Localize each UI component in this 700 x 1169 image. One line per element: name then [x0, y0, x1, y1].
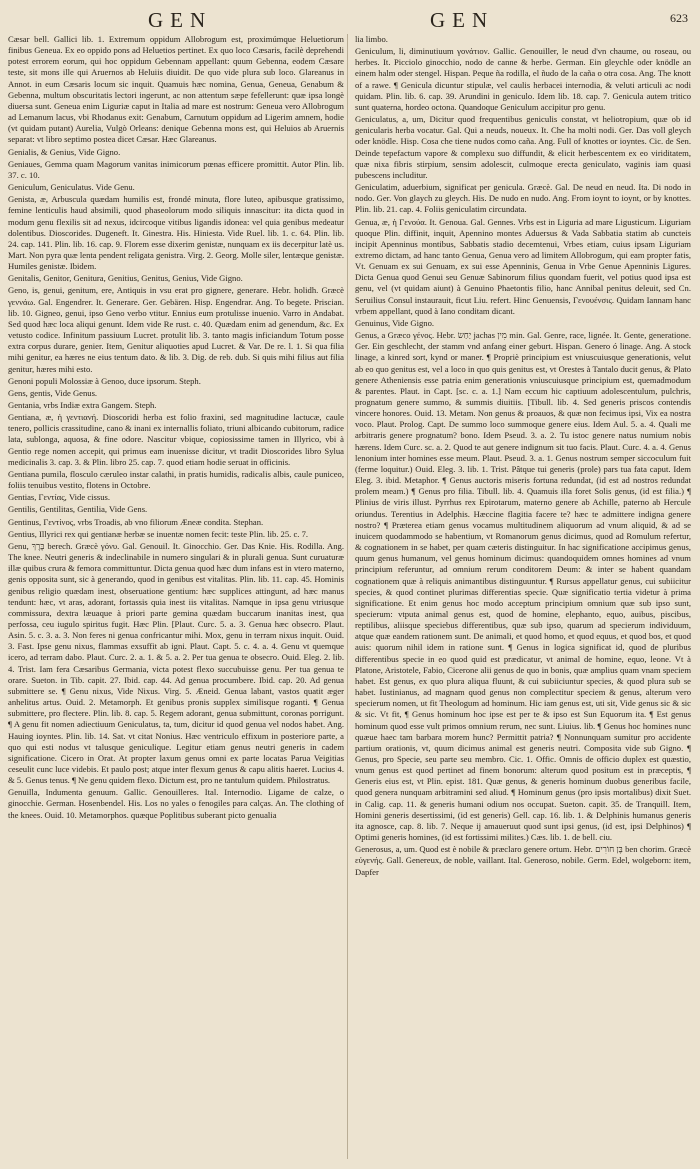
dictionary-entry: Gens, gentis, Vide Genus.	[8, 387, 98, 398]
left-column	[8, 34, 344, 821]
dictionary-entry: Geniaues, Gemma quam Magorum vanitas inimicorum pœnas efficere promittit. Autor Plin. lib. 37. c. 10.	[8, 158, 344, 180]
dictionary-entry: Genuinus, Vide Gigno.	[355, 317, 435, 328]
dictionary-entry: Geniculum, li, diminutiuum γονάτιον. Gallic. Genouiller, le neud d'vn chaume, ou roseau, ou herbes. It. Picciolo ginocchio, nodo de canne & herbe. German. Ein gleychle oder knödle an einem halm oder stengel. Hispan. Peque ña rodilla, el ñudo de la caña o otra cosa. Ang. The knott of a rawe. ¶ Genicula dicuntur stipulæ, vel caulis herbacei internodia, & veluti articuli ac nodi quidam. Plin. lib. 6. cap. 39. Arundini in geniculo. Idem lib. 18. cap. 7. Genicula autem tritico sunt quaterna, hordeo octona. Quandoque Geniculum accipitur pro genu.	[355, 46, 691, 112]
dictionary-entry: Gentinus, Γεντίνος, vrbs Troadis, ab vno filiorum Æneæ condita. Stephan.	[8, 516, 264, 527]
dictionary-entry: Geno, is, genui, genitum, ere, Antiquis in vsu erat pro gignere, generare. Hebr. holidh. Græcè γεννάω. Gal. Engendrer. It. Generare. Ger. Gebären. Hisp. Engendrar. Ang. To begete. Priscian. lib. 10. Gigneo, genui, ipso Geno verbo vtitur. Ennius eum protulisse inuenio. Varro in Andabat. Sed quod hæc loca aliqui genunt. Idem vide Re rust. c. 40. Quædam enim ad genendum, &c. Ex vetusto codice. Infinitum passiuum Lucret. protulit lib. 3. tanto magis inficiandum Totum posse extra corpus durare, genier. Item, Genitur aliquoties apud Lucret. & Var. De re. l. 1. Si qua filia mihi genitur, ea hæres ne eius tentum dato. & lib. 3. Dig. de reb. dub. Si quis mihi filius aut filia genitur, hæres mihi esto.	[8, 285, 344, 374]
header-left-word: GEN	[148, 8, 213, 32]
dictionary-entry: Genialis, & Genius, Vide Gigno.	[8, 146, 121, 157]
dictionary-entry: Genista, æ, Arbuscula quædam humilis est, frondé minuta, flore luteo, apibusque gratissimo, femine lenticulis haud absimili, quod phaseolorum modo siliquis innascitur: ita dicta quod in modum genu flexilis sit ad nexus, idcircoque vitibus ligandis idonea: vel quia genibus medeatur dolentibus. Dioscorides. Dugeneft. It. Ginestra. His. Hiniesta. Vide Ruel. lib. 1. c. 64. Plin. lib. 24. cap. 141. Plin. lib. 16. cap. 9. Florem esse dixerim genistæ, nunquam ex iis decerpitur latè us. Mart. Non pyra quæ lenta pendent religata genistra. Virg. 2. Georg. Molle siler, lentæque genistæ. Humiles genistæ. Ibidem.	[8, 194, 344, 272]
header-right-word: GEN	[430, 8, 495, 32]
dictionary-entry: Cæsar bell. Gallici lib. 1. Extremum oppidum Allobrogum est, proximúmque Heluetiorum finibus Geneua. Ex eo oppido pons ad Heluetios pertinet. Ex quo loco Cæsaris, facilè deprehendi potest errorem eorum, qui hoc oppidum Gebennam appellant: quum Gebenna, eodem Cæsare teste, sit mons ille qui Aruernos ab Heluiis diuidit. De quo vide plura sub loco. Glareanus in Annot. in eum Cæsaris locum sic inquit. Quamuis hæc nomina, Genua, Geneua, Genabum & Gebenna, multum obscuritatis lectori ingerunt, ac non attentum sæpe fefellerunt: quæ ipsa longè diuersa sunt. Geneua enim Liguriæ caput in Italia ad mare est nostrum: Geneua vero Allobrogum ad Lemanum lacus, vbi Rhodanus exit: Genabum, Carnutum oppidum ad Ligerim amnem, hodie (vt quidam putant) Aurelia, Vulgò Orleans: denique Gebenna mons est, qui Heluios ab Aruernis separat: vt libro septimo postea dicet Cæsar. Hæc Glareanus.	[8, 34, 344, 145]
dictionary-entry: Geniculatim, aduerbium, significat per genicula. Græcè. Gal. De neud en neud. Ita. Di nodo in nodo. Ger. Von glaych zu gleych. His. De nudo en nudo. Ang. From ioynt to ioynt, or by knottes. Plin. lib. 21. cap. 4. Foliis geniculatim circundata.	[355, 182, 691, 215]
dictionary-entry: lia limbo.	[355, 34, 388, 44]
page-number: 623	[670, 11, 688, 25]
dictionary-entry: Geniculatus, a, um, Dicitur quod frequentibus geniculis constat, vt heliotropium, quæ ob id genicularis herba vocatur. Gal. Qui a neuds, noueux. It. Che ha molti nodi. Ger. Das voll gleych oder knödle. Hisp. Cosa che tiene nudos como caña. Ang. Full of knottes or ioyntes. Cic. de Sen. Deinde tepefactum vapore & complexu suo diffundit, & elicit herbescentem ex eo viriditatem, quæ nixa fibris stirpium, sensim adolescit, culmoque erecta geniculato, vaginis iam quasi pubescens includitur.	[355, 114, 691, 180]
dictionary-entry: Geniculum, Geniculatus. Vide Genu.	[8, 182, 135, 193]
dictionary-entry: Genuilla, Indumenta genuum. Gallic. Genouilleres. Ital. Internodio. Ligame de calze, o ginocchie. German. Hosenbendel. His. Los no yales o fenogiles para calças. An. The clothing of the knees. Ouid. 10. Metamorphos. quæque Poplitibus suberant picto genualia	[8, 787, 344, 820]
dictionary-entry: Genua, æ, ἡ Γενούα. It. Genoua. Gal. Gennes. Vrbs est in Liguria ad mare Ligusticum. Liguriam quoque Plin. diffinit, inquit, Apennino montes Aduersus & Vada Sabbatia statim ab cuncteis incipit Apenninus montibus, Sabbatis stadio decemtenui, Vrbes etiam, cuius ipsam Liguriam extremo dictam, ad hanc tanto Genua, Genua vero ad limitem Allobrogum, qui eam propter fatis, Vt. Genuam ex sui Genuam, ex sui esse Apenninis, Genua in Vrbe Genue Apenninis Ligures. Dicta Genua quod Genui seu Genuæ Sabinorum filius quondam fuerit, vel potius quod ipsa est genu, vel (vt quidam aiunt) à Genuino Phaetontis filio, hanc Annibal penitus deleuit, sed Cn. Seruilius Consul instaurauit, ficut Liu. refert. Hinc Genuensis, Γενουένσις. Quidam Iannam hanc vrbem appellant, quod à Iano conditam dicant.	[355, 216, 691, 316]
dictionary-entry: Genus, a Græco γένος. Hebr. יַחַשׂ jachas מִין min. Gal. Genre, race, lignée. It. Gente, generatione. Ger. Ein geschlecht, der stamm vnd anfang einer geburt. Hispan. Genero ó linage. Ang. A stock linage, a kinred sort, kynd or maner. ¶ Propriè principium est vniuscuiusque generationis, velut ab eo quo genitus est, vel a loco in quo quis genitus est, vt Orestes à Tantalo ducit genus, & Plato genere Atheniensis esse patria enim generationis vniuscuiusque principium est, quemadmodum & parentes. Plaut. in Capt. [sc. c. a. 1.] Nam eccum hic captiuum adolescentulum, pulchris, prognatum genere summo, & summis diuitiis. [Tibull. lib. 4. Sed generis priscos contendis vincere honores. Ouid. 13. Metam. Non genus & proauos, & quæ non fecimus ipsi, Vix ea nostra voco. Plaut. Prolog. Capt. De summo loco summoque genere eius. Idem Aul. 5. a. 4. Quali me arbitraris genere prognatum? bono. Idem Pseud. 3. a. 2. Tu istoc genere natus numium nobis hærens. Idem Curc. sc. a. 2. Quod te aut genere indignum sit tuo facis. Plaut. Curc. 4. a. 4. Genus lenonium inter homines esse meum. Plaut. Pseud. 3. a. 1. Genus nostrum semper siccoculum fuit (ferme loquitur.) Ouid. Eleg. 3. lib. 1. Trist. Pâtque tui generis (prole) pars tua fata caput. Idem Eleg. 3. ibid. Metaphor. ¶ Genus auctoris miseris fortuna redundat, (id est ad nostros redundat prolem meam.) ¶ Genus pro filia. Tibull. lib. 4. Quamuis illa foret Solis genus, (id est filia.) ¶ Plinius de viris illust. Pyrrhus rex Epirotarum, materno genere ab Achille, paterno ab Hercule oriundus. Terentius in Adelphis. Hæccine flagitia facere te? hæc te admittere indigna genere nostro? ¶ Præterea etiam genus vocamus multitudinem aliquorum ad vnum aliquid, & ad se inuicem quodammodo se habentium, vt Romanorum genus dicimus, quod ad Romulum refertur, & cognationem in se habet, per quam cæteris distinguitur. In hac significatione accipimus genus, quum genus humanum, vel genus hominum dicimus: quandoquidem omnes homines ad vnum principium referuntur, ad omnium rerum conditorem Deum: & inter se habent quandam cognationem quæ à reliquis animantibus distinguuntur. ¶ Rursus appellatur genus, cui subiicitur species, & quod continet plurimas differentias specie. Quæ significatio tertia videtur à prima significatione. Et enim genus hoc modo acceptum principium omnium quæ sub ipso sunt, specierum: vtputa animal genus est, quod de homine, elephanto, equo, auibus, piscibus, reptilibus, aliisque speciebus differentibus, quæ sub ipso, quarum ad specierum individuum, atque quæ eandem rationem sunt. De animali, et quod homo, et quod equus, et quod bos, et quod auis: quorum nihil idem in ratione sunt. ¶ Genus in logica significat id, quod de pluribus differentibus specie in eo quod quid est prædicatur, vt animal de homine, equo, leone. Vt à Platone, Aristotele, Fabio, Cicerone alii genus de quo in bonis, quæ amplius quam vnam speciem habet. Est genus, ex quo plura aliqua fluunt, & cui subiiciuntur species, & quod plura sub se habet. Iustinianus, ad magnam quod genus non complectitur speciem & genus, alterum vero specierum nomen, ut fit Theologum ad hominum. Hic iam genus est, uti sit, Vide genus sic & sic & sic. Vt fit, ¶ Genus hominum hoc ipse est per te & ipso est Sun Equorum ita. ¶ Est genus hominum quod esse vult primos omnium rerum, nec sunt. Liuius. lib. ¶ Genus hoc homines nunc quæue haec tam barbara morem hunc? Permittit patria? ¶ Nonnunquam sumitur pro accidente partium orationis, vt, quum dicimus animal est generis neutri. Composita vide sub Gigno. ¶ Genus, pro Specie, seu parte seu membro. Cic. 1. Offic. Omnis de officio duplex est quæstio, vnum genus est quod pertinet ad finem bonorum: alterum quod positum est in præceptis, ¶ Generis eius est, vt Plin. epist. 181. Quæ genus, & generis hominum duobus generibus facile, quod genera nunquam arbitramini sed aliud. ¶ Hominum genus (pro ipsis mortalibus) dixit Suet. in Calig. cap. 11. & generis humani odium nos occupat. Sueton. capit. 35. de Tranquill. Item, Homini generis desertissimi, (id est generis) Gell. cap. 16. lib. 1. & Delphinis humanus generis ita agnosce, cap. 8. lib. 7. Neque ij amaueruut quod sunt ipsi genus, (id est, ipsi Delphinos) ¶ Optimi generis homines, (id est fortissimi milites.) Cæs. lib. 1. de bell. ciu.	[355, 330, 691, 843]
dictionary-entry: Generosus, a, um. Quod est è nobile & præclaro genere ortum. Hebr. בֶּן חוֹרִים ben chorim. Græcè εὐγενής. Gall. Genereux, de noble, vaillant. Ital. Generoso, nobile. Germ. Edel, wolgeborn: item, Dapfer	[355, 844, 691, 877]
dictionary-entry: Gentias, Γεντίας, Vide cissus.	[8, 492, 110, 503]
dictionary-entry: Gentania, vrbs Indiæ extra Gangem. Steph.	[8, 400, 157, 410]
running-header	[0, 8, 700, 34]
dictionary-entry: Gentilis, Gentilitas, Gentilia, Vide Gens.	[8, 504, 148, 515]
dictionary-entry: Genitalis, Genitor, Genitura, Genitius, Genitus, Genius, Vide Gigno.	[8, 273, 243, 284]
dictionary-entry: Genu, בֶּרֶךְ berech. Græcè γόνυ. Gal. Genouil. It. Ginocchio. Ger. Das Knie. His. Rodilla. Ang. The knee. Neutri generis & indeclinabile in numero singulari & in plurali genua. Sunt curuaturæ illæ quibus crura & femora committuntur. Dicta genua quod hæc dum infans est in vtero materno, genis opposita sunt, sic à generando, quod in genibus est vitalitas. Plin. lib. 11. cap. 45. Hominis genibus religio quædam inest, obseruatione gentium: hæc supplices attingunt, ad hæc manus tendunt: hæc, vt aras, adorant, fortassis quia inest iis vitalitas. Namque in ipsa genu vtriusque commissura, dextra læuaque à priori parte gemina quædam buccarum inanitas inest, qua perfossa, ceu iugulo spiritus fugit. Hæc Plin. [Plaut. Curc. 5. a. 3. Genua hæc obsecro. Plaut. Asin. 5. c. 3. a. 3. Non feres ni genua confricantur mihi. Mox, genu in terram nixus inquit. Ouid. 3. Fast. Ipse genu nixus, flammas exsuffit ab igni. Plaut. Capt. 5. c. 4. a. 4. Genu vt quemque icero, ad terram dabo. Plaut. Curc. 2. a. 1. & 5. a. 2. Per tua genua te obsecro. Ouid. Eleg. 2. lib. 4. Trist. Iam fera Cæsaribus Germania, victa potest flexo succubuisse genu. Per tua genua te orare. Sueton. in Tib. capit. 27. Ibid. cap. 44. Ad genua procumbere. Ibid. cap. 20. Ad genua submittere se. ¶ Genu nixus, Vide Nixus. Virg. 5. Æneid. Genua labant, vastos quatit æger anhelitus artus. Ouid. 2. Metamorph. Et genibus pronis supplex similisque roganti. ¶ Genua submittere, pro flectere. Plin. lib. 8. cap. 5. Regem adorant, genua submittunt, coronas porrigunt. ¶ A genu fit nomen adiectiuum Geniculatus, ta, tum, dicitur id quod genua vel nodos habet. Ang. Hauing ioyntes. Plin. lib. 14. Sat. vt citat Nonius. Hæc ventriculo effixum in posteriore parte, a quo qui esti nodus vt talusque geniculique. Legitur etiam genus neutri generis in cadem significatione. Cicero in Orat. At propter laxum genus omni ex parte locatas Parua Veigitias ceseulit cunc luce videbis. Et paulo post; atque inter flexum genus & capu alitis haeret. Lucius 4. & 5. Genus tenus. ¶ Ne genu quidem flexo. Dictum est, pro ne tantulum quidem. Philostratus.	[8, 540, 344, 786]
dictionary-entry: Gentiana pumila, flosculo cæruleo instar calathi, in pratis humidis, radicalis albis, caule puniceo, foliis tenuibus vestito, flotens in Octobre.	[8, 468, 344, 491]
column-divider	[347, 34, 348, 1159]
right-column	[355, 34, 691, 878]
dictionary-entry: Gentius, Illyrici rex qui gentianæ herbæ se inuentæ nomen fecit: teste Plin. lib. 25. c. 7.	[8, 528, 309, 539]
dictionary-entry: Gentiana, æ, ἡ γεντιανή. Dioscoridi herba est folio fraxini, sed magnitudine lactucæ, caule tenero, pollicis crassitudine, cano & inani ex internallis foliato, triuni albicando cubitorum, radice lata, sublonga, aquosa, & fine odore. Nascitur vbique, copiosissime tamen in Illyrico, vbi à Gentio rege nomen accepit, qui primus eam inuenisse dicitur, vt tradit Dioscorides libro Sylua medicinalis 3. cap. 3. & Plin. libro 25. cap. 7. quod etiam hodie seruat in officinis.	[8, 412, 344, 467]
dictionary-entry: Genoni populi Molossiæ à Genoo, duce ipsorum. Steph.	[8, 375, 201, 386]
